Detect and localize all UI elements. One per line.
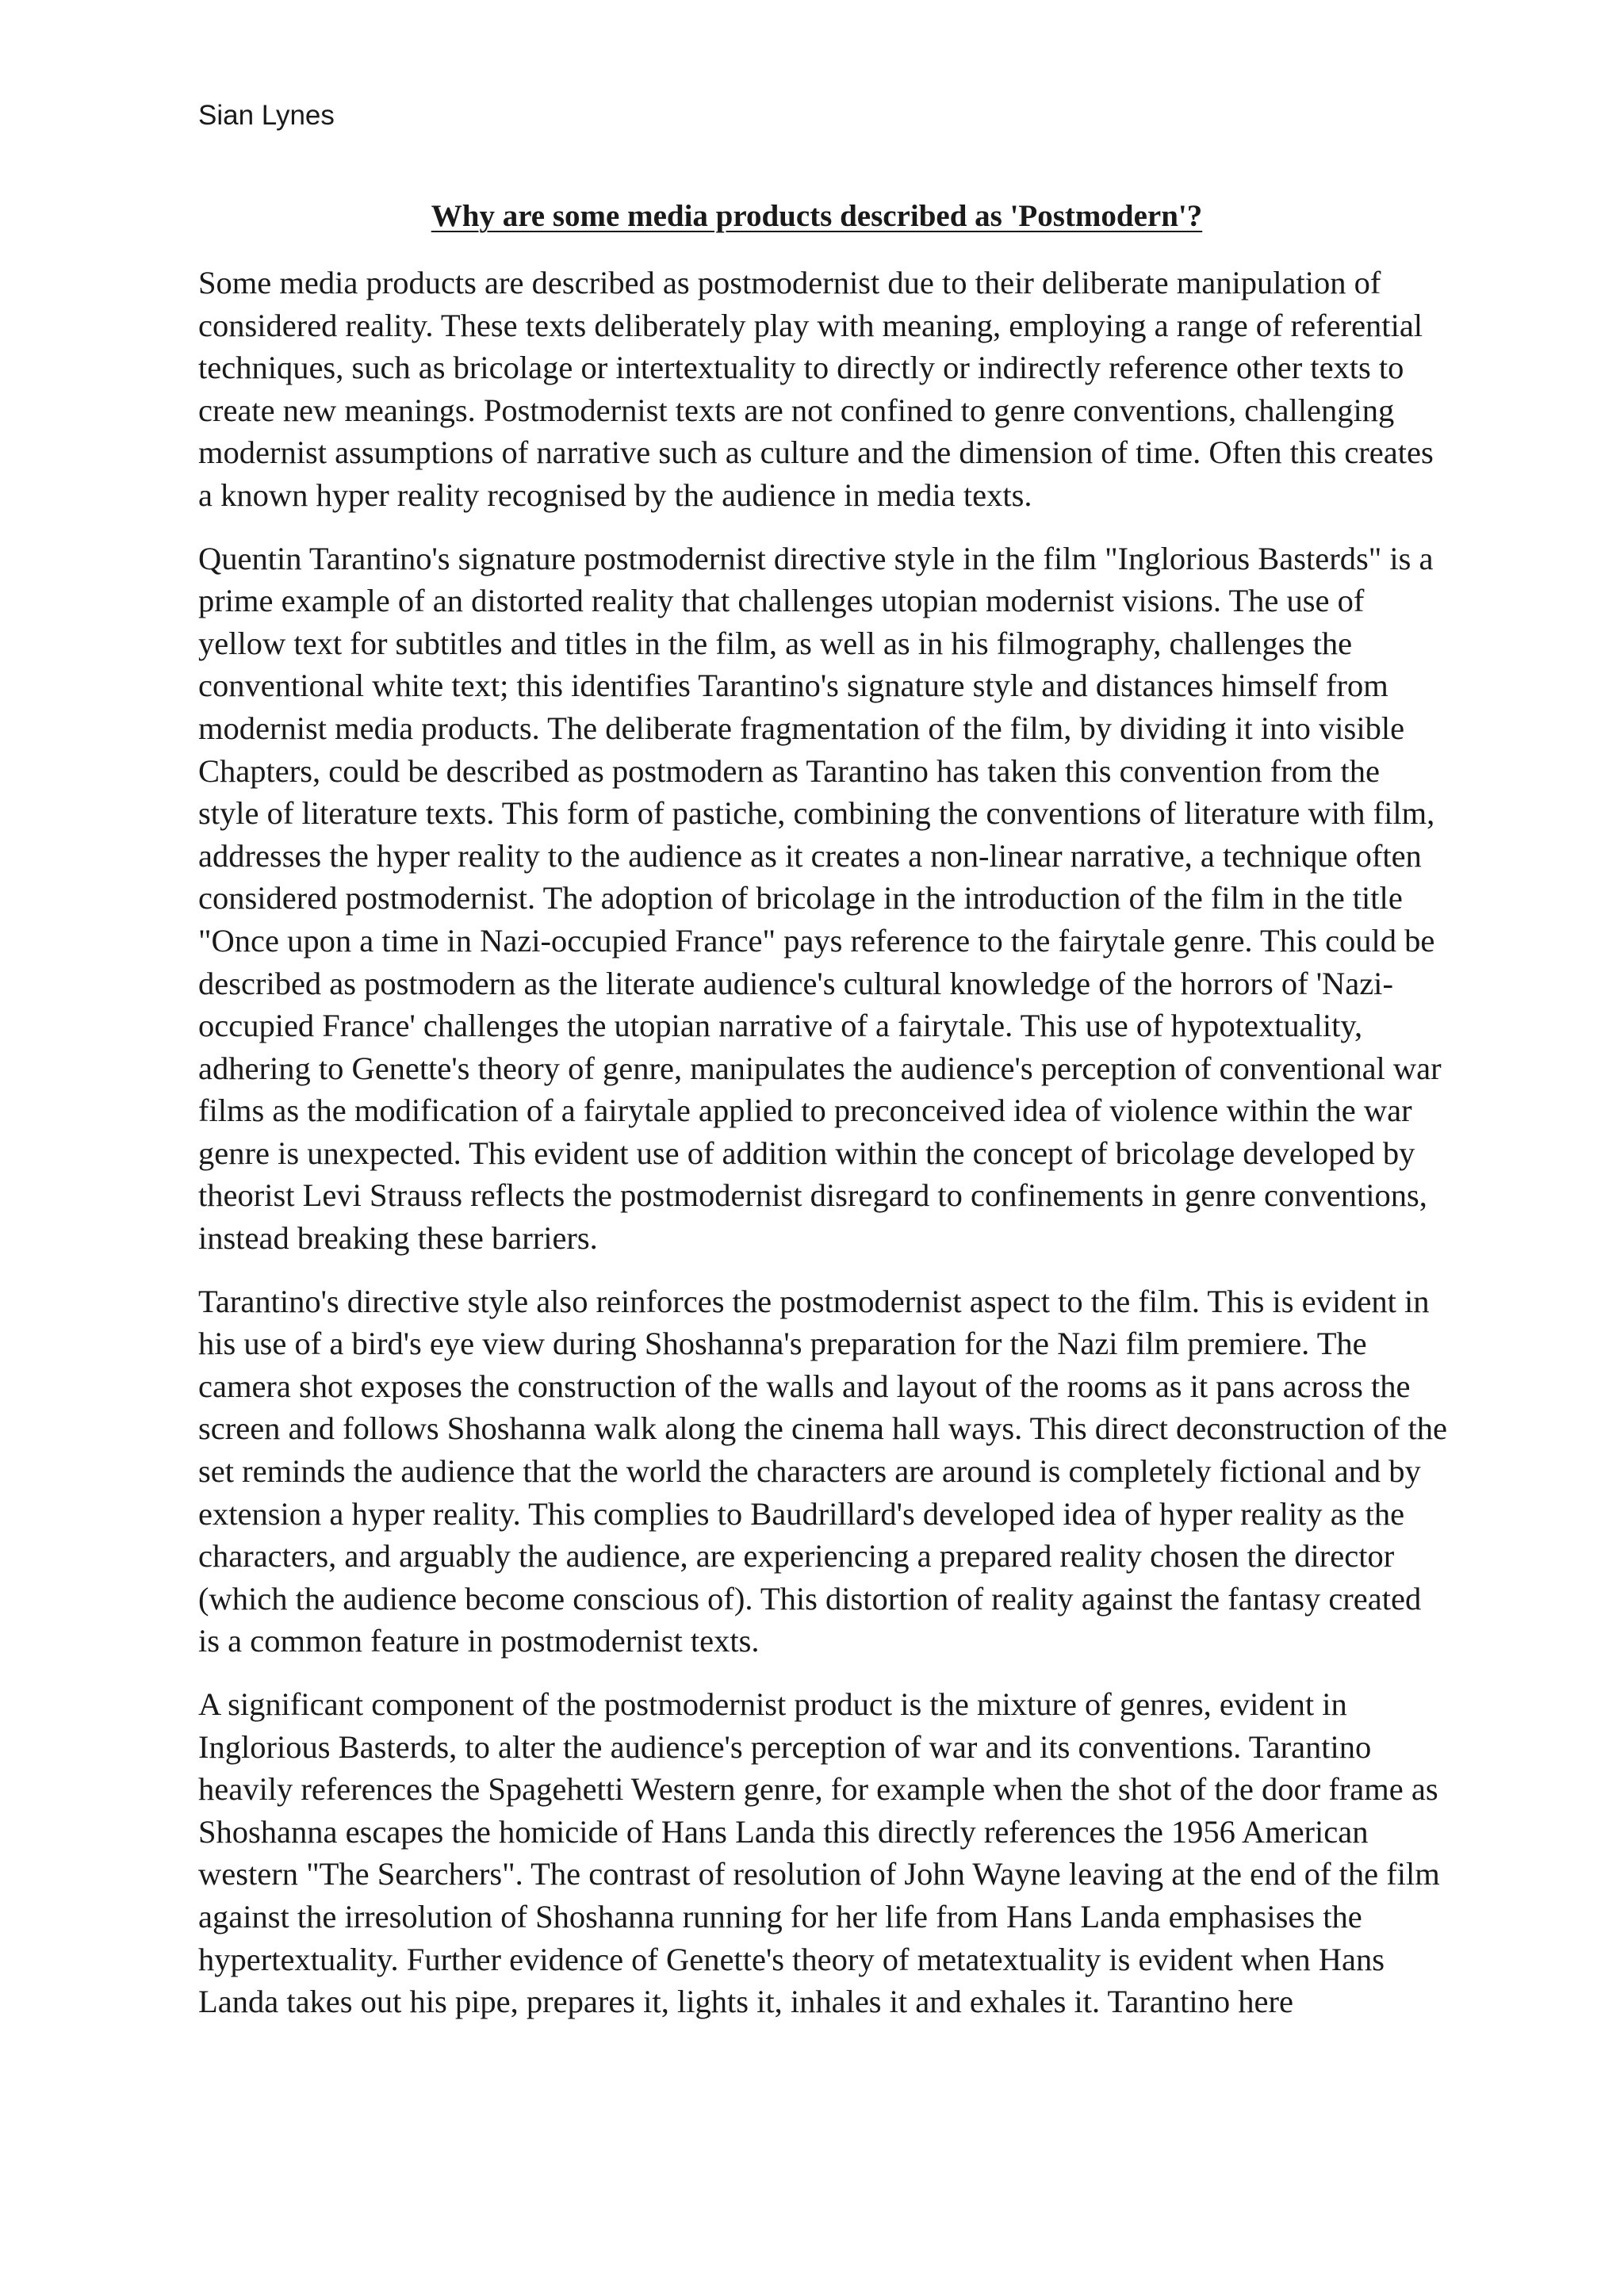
paragraph-3: Tarantino's directive style also reinforces the postmodernist aspect to the film. This is evident in his use of a bird's eye view during Shoshanna's preparation for the Nazi film premiere. The camera shot exposes the construction of the walls and layout of the rooms as it pans across the screen and follows Shoshanna walk along the cinema hall ways. This direct deconstruction of the set reminds the audience that the world the characters are around is completely fictional and by extension a hyper reality. This complies to Baudrillard's developed idea of hyper reality as the characters, and arguably the audience, are experiencing a prepared reality chosen the director (which the audience become conscious of). This distortion of reality against the fantasy created is a common feature in postmodernist texts. <box>198 1283 1447 1659</box>
author-name: Sian Lynes <box>198 100 335 131</box>
essay-title: Why are some media products described as 'Postmodern'? <box>431 199 1203 233</box>
paragraph-4: A significant component of the postmodernist product is the mixture of genres, evident in Inglorious Basterds, to alter the audience's perception of war and its conventions. Tarantino heavily references the Spagehetti Western genre, for example when the shot of the door frame as Shoshanna escapes the homicide of Hans Landa this directly references the 1956 American western "The Searchers". The contrast of resolution of John Wayne leaving at the end of the film against the irresolution of Shoshanna running for her life from Hans Landa emphasises the hypertextuality. Further evidence of Genette's theory of metatextuality is evident when Hans Landa takes out his pipe, prepares it, lights it, inhales it and exhales it. Tarantino here <box>198 1686 1440 2020</box>
paragraph-2: Quentin Tarantino's signature postmodernist directive style in the film "Inglorious Basterds" is a prime example of an distorted reality that challenges utopian modernist visions. The use of yellow text for subtitles and titles in the film, as well as in his filmography, challenges the conventional white text; this identifies Tarantino's signature style and distances himself from modernist media products. The deliberate fragmentation of the film, by dividing it into visible Chapters, could be described as postmodern as Tarantino has taken this convention from the style of literature texts. This form of pastiche, combining the conventions of literature with film, addresses the hyper reality to the audience as it creates a non-linear narrative, a technique often considered postmodernist. The adoption of bricolage in the introduction of the film in the title "Once upon a time in Nazi-occupied France" pays reference to the fairytale genre. This could be described as postmodern as the literate audience's cultural knowledge of the horrors of 'Nazi-occupied France' challenges the utopian narrative of a fairytale. This use of hypotextuality, adhering to Genette's theory of genre, manipulates the audience's perception of conventional war films as the modification of a fairytale applied to preconceived idea of violence within the war genre is unexpected. This evident use of addition within the concept of bricolage developed by theorist Levi Strauss reflects the postmodernist disregard to confinements in genre conventions, instead breaking these barriers. <box>198 540 1442 1257</box>
essay-body <box>198 262 1447 2044</box>
paragraph-1: Some media products are described as postmodernist due to their deliberate manipulation of considered reality. These texts deliberately play with meaning, employing a range of referential techniques, such as bricolage or intertextuality to directly or indirectly reference other texts to create new meanings. Postmodernist texts are not confined to genre conventions, challenging modernist assumptions of narrative such as culture and the dimension of time. Often this creates a known hyper reality recognised by the audience in media texts. <box>198 265 1434 513</box>
